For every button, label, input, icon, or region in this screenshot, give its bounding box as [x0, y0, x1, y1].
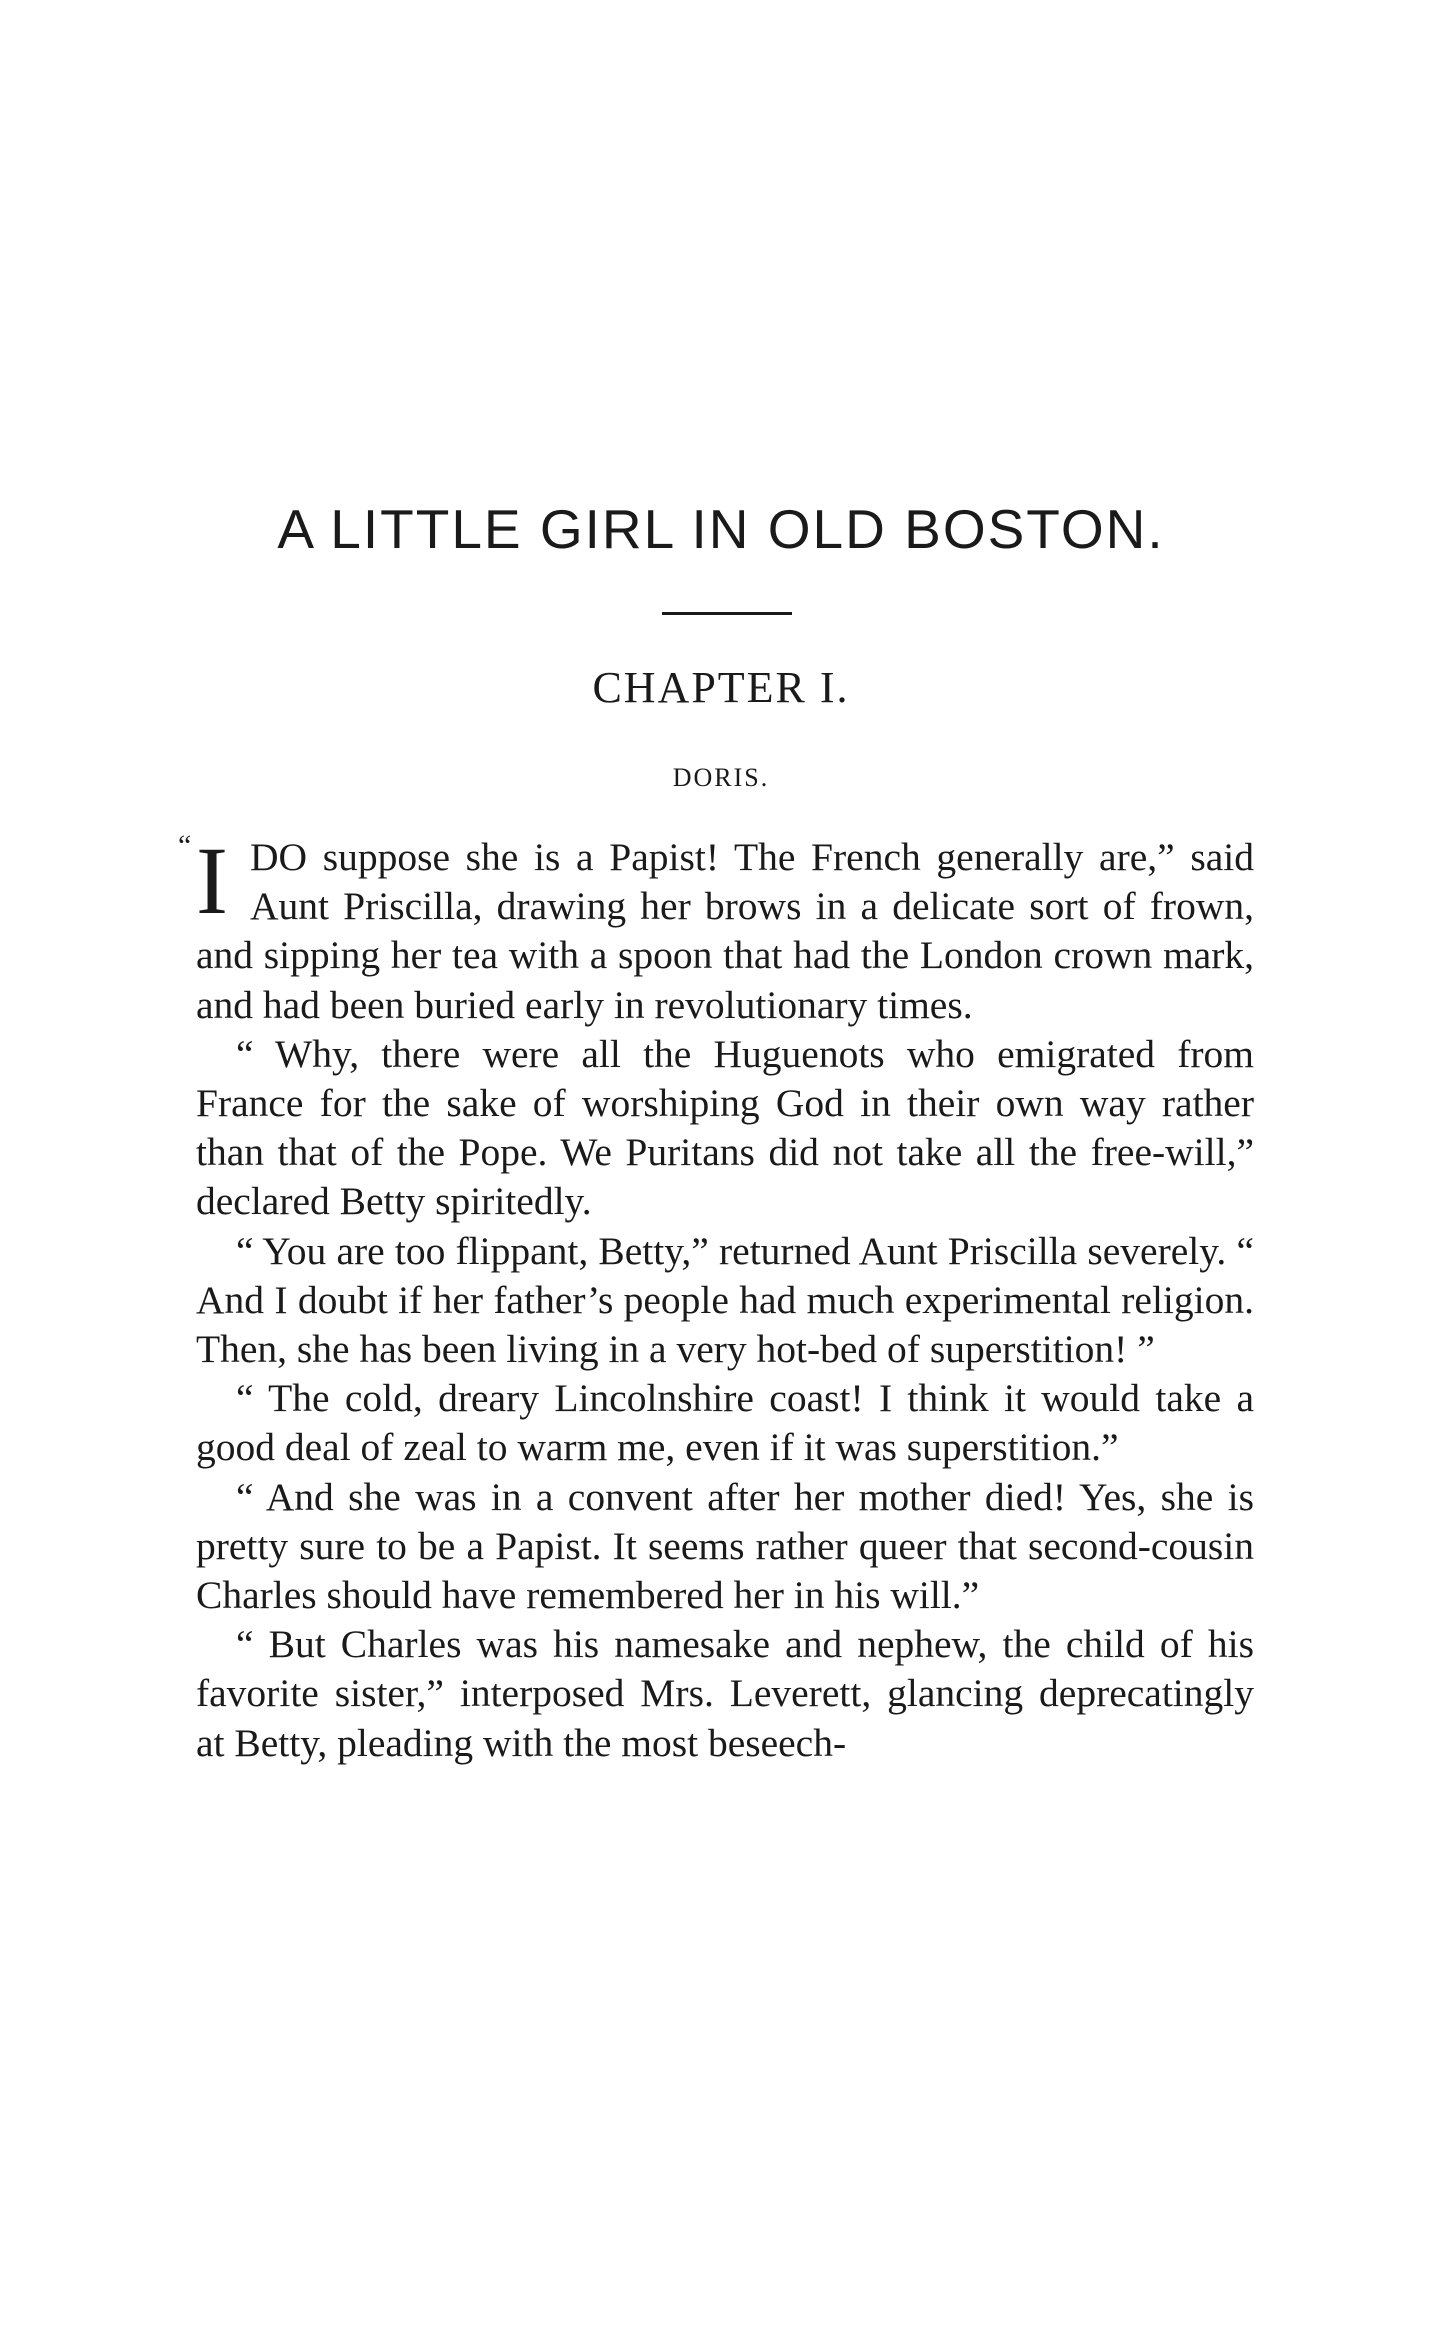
paragraph-5: “ And she was in a convent after her mother died! Yes, she is pretty sure to be a Papist. It seems rather queer that second-cousin Charles should have remembered her in his will.”	[196, 1474, 1254, 1618]
chapter-subtitle: DORIS.	[672, 763, 770, 792]
paragraph-2: “ Why, there were all the Huguenots who emigrated from France for the sake of worshiping God in their own way rather than that of the Pope. We Puritans did not take all the free-will,” declared Betty spiritedly.	[196, 1031, 1254, 1224]
paragraph-3: “ You are too flippant, Betty,” returned Aunt Priscilla severely. “ And I doubt if her father’s people had much experimental religion. Then, she has been living in a very hot-bed of superstition! ”	[196, 1228, 1254, 1372]
paragraph-1-text: DO suppose she is a Papist! The French generally are,” said Aunt Priscilla, drawing her brows in a delicate sort of frown, and sipping her tea with a spoon that had the London crown mark, and had been buried early in revolutionary times.	[196, 835, 1254, 1027]
paragraph-4: “ The cold, dreary Lincolnshire coast! I think it would take a good deal of zeal to warm me, even if it was superstition.”	[196, 1376, 1254, 1470]
title-divider-rule	[662, 612, 792, 615]
opening-quote-mark: “	[178, 829, 192, 862]
chapter-heading: CHAPTER I.	[592, 663, 850, 712]
paragraph-6: “ But Charles was his namesake and nephew, the child of his favorite sister,” interposed Mrs. Leverett, glancing deprecatingly at Betty, pleading with the most beseech-	[196, 1622, 1254, 1765]
paragraph-1	[196, 827, 1254, 1030]
book-title: A LITTLE GIRL IN OLD BOSTON.	[277, 498, 1165, 560]
drop-cap: I	[196, 827, 228, 934]
chapter-body-text	[178, 827, 1254, 1768]
